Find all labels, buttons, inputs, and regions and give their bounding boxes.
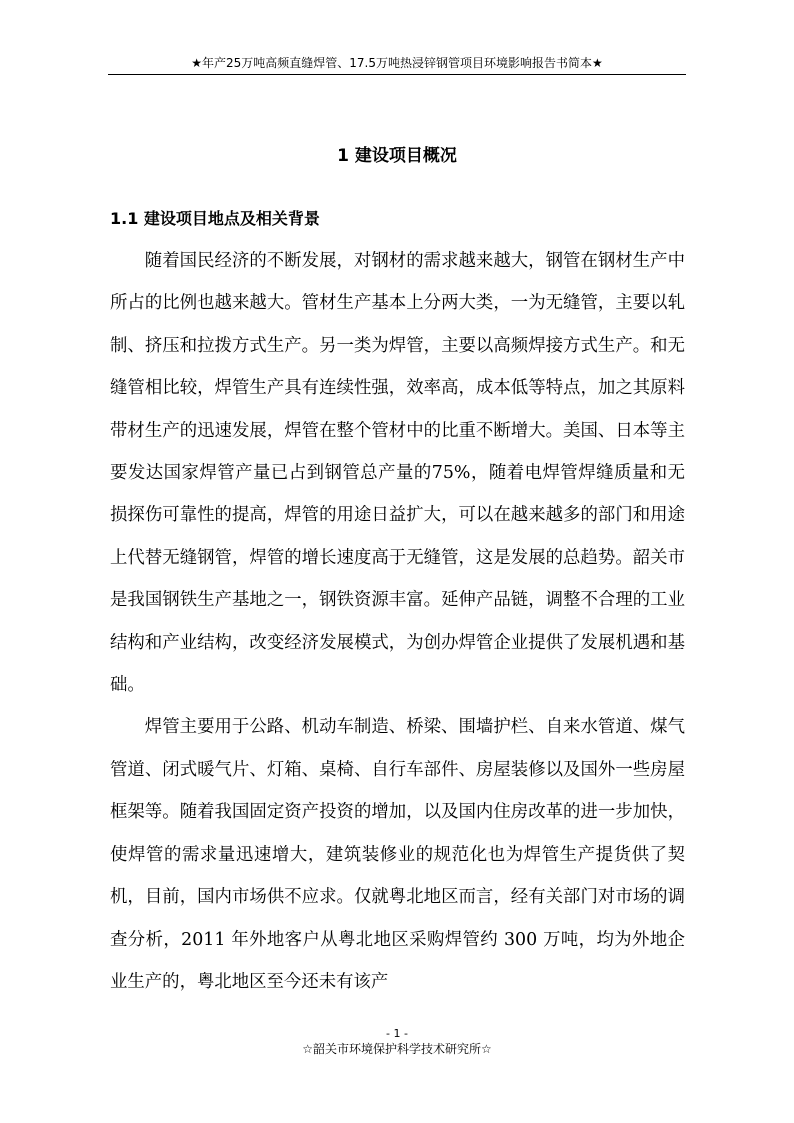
chapter-title: 1 建设项目概况 <box>337 146 457 166</box>
running-header: ★年产25万吨高频直缝焊管、17.5万吨热浸锌钢管项目环境影响报告书简本★ <box>191 56 603 70</box>
section-title: 1.1 建设项目地点及相关背景 <box>110 209 320 228</box>
header-divider <box>108 74 686 75</box>
page-number: - 1 - <box>386 1027 408 1040</box>
footer-organization: ☆韶关市环境保护科学技术研究所☆ <box>302 1042 492 1056</box>
body-text <box>110 240 685 1003</box>
paragraph: 随着国民经济的不断发展，对钢材的需求越来越大，钢管在钢材生产中所占的比例也越来越大。管材生产基本上分两大类，一为无缝管，主要以轧制、挤压和拉拨方式生产。另一类为焊管，主要以高频焊接方式生产。和无缝管相比较，焊管生产具有连续性强，效率高，成本低等特点，加之其原料带材生产的迅速发展，焊管在整个管材中的比重不断增大。美国、日本等主要发达国家焊管产量已占到钢管总产量的75%，随着电焊管焊缝质量和无损探伤可靠性的提高，焊管的用途日益扩大，可以在越来越多的部门和用途上代替无缝钢管，焊管的增长速度高于无缝管，这是发展的总趋势。韶关市是我国钢铁生产基地之一，钢铁资源丰富。延伸产品链，调整不合理的工业结构和产业结构，改变经济发展模式，为创办焊管企业提供了发展机遇和基础。 <box>110 251 685 696</box>
paragraph: 焊管主要用于公路、机动车制造、桥梁、围墙护栏、自来水管道、煤气管道、闭式暖气片、灯箱、桌椅、自行车部件、房屋装修以及国外一些房屋框架等。随着我国固定资产投资的增加，以及国内住房改革的进一步加快，使焊管的需求量迅速增大，建筑装修业的规范化也为焊管生产提货供了契机，目前，国内市场供不应求。仅就粤北地区而言，经有关部门对市场的调查分析，2011 年外地客户从粤北地区采购焊管约 300 万吨，均为外地企业生产的，粤北地区至今还未有该产 <box>110 717 685 992</box>
